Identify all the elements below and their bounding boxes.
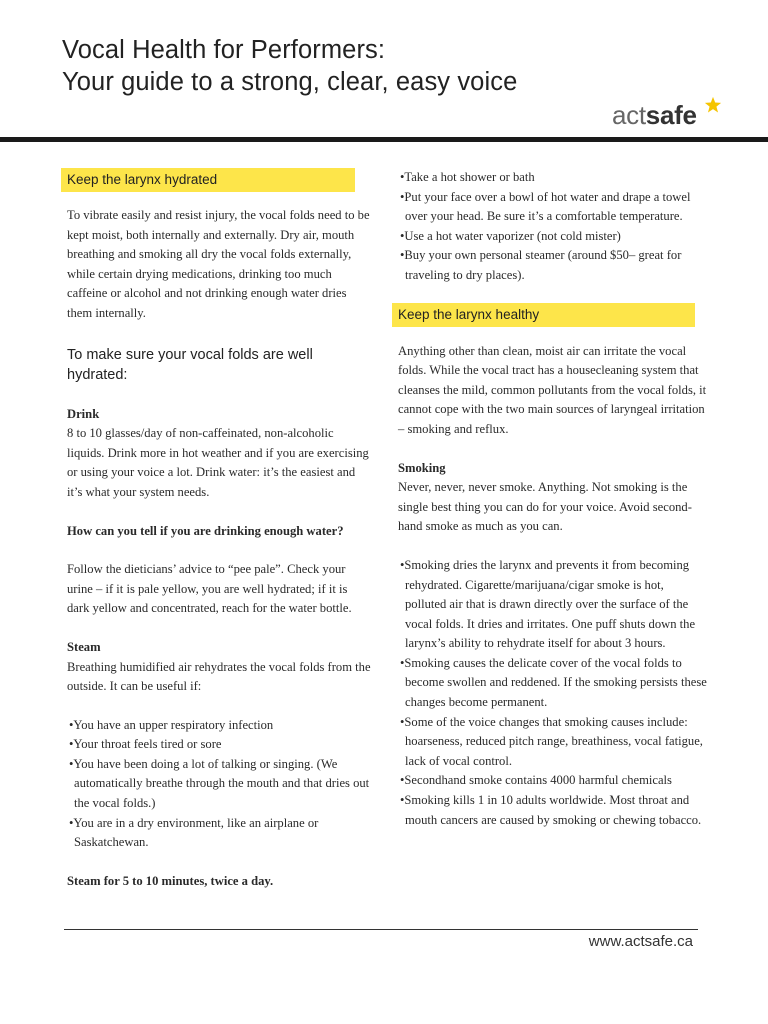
logo-act: act [612,100,646,130]
right-column [398,168,708,830]
footer-url[interactable]: www.actsafe.ca [588,933,693,950]
steam-bullet-list [67,716,372,853]
list-item: •Some of the voice changes that smoking causes include: hoarseness, reduced pitch range, breathiness, vocal fatigue, lack of vocal control. [400,714,703,768]
list-item: •Buy your own personal steamer (around $50– great for traveling to dry places). [400,248,682,282]
list-item: •Take a hot shower or bath [400,170,535,184]
list-item: •Secondhand smoke contains 4000 harmful chemicals [400,773,672,788]
healthy-paragraph: Anything other than clean, moist air can irritate the vocal folds. While the vocal tract has a housecleaning system that cleanses the mild, common pollutants from the vocal folds, it cannot cope with the two main sources of laryngeal irritation – smoking and reflux. [398,343,707,436]
logo-safe: safe [645,100,697,130]
section-heading-hydrated: Keep the larynx hydrated [61,168,355,192]
drink-paragraph: 8 to 10 glasses/day of non-caffeinated, non-alcoholic liquids. Drink more in hot weather and if you are exercising or using your voice a lot. Drink water: it’s the easiest and it’s what your system needs. [67,426,369,499]
steam-heading: Steam [67,639,101,654]
title-line-1: Vocal Health for Performers: [62,36,386,64]
actsafe-logo [612,100,697,130]
left-column [67,168,372,891]
section-heading-healthy: Keep the larynx healthy [392,303,695,327]
list-item: •Smoking kills 1 in 10 adults worldwide. Most throat and mouth cancers are caused by smoking or chewing tobacco. [400,793,702,827]
list-item: •Put your face over a bowl of hot water and drape a towel over your head. Be sure it’s a comfortable temperature. [400,189,691,224]
list-item: •Smoking dries the larynx and prevents it from becoming rehydrated. Cigarette/marijuana/cigar smoke is hot, polluted air that is drawn directly over the surface of the vocal folds. It dries and irritates. One puff shuts down the larynx’s ability to rehydrate itself for about 3 hours. [400,557,696,651]
star-icon [704,96,722,114]
subheading-hydrated: To make sure your vocal folds are well hydrated: [67,346,313,383]
intro-paragraph: To vibrate easily and resist injury, the vocal folds need to be kept moist, both internally and externally. Dry air, mouth breathing and smoking all dry the vocal folds externally, while certain drying medications, drinking too much caffeine or alcohol and not drinking enough water dries them internally. [67,208,370,320]
title-line-2: Your guide to a strong, clear, easy voice [62,68,518,96]
smoking-paragraph: Never, never, never smoke. Anything. Not smoking is the single best thing you can do for your voice. Avoid second-hand smoke as much as you can. [398,480,692,534]
header-divider [0,137,768,142]
list-item: •Your throat feels tired or sore [69,737,222,752]
list-item: •Smoking causes the delicate cover of the vocal folds to become swollen and reddened. If the smoking persists these changes become permanent. [400,655,707,710]
pee-pale-paragraph: Follow the dieticians’ advice to “pee pale”. Check your urine – if it is pale yellow, you are well hydrated; if it is dark yellow and concentrated, reach for the water bottle. [67,562,352,616]
water-question: How can you tell if you are drinking enough water? [67,523,344,538]
list-item: •You have been doing a lot of talking or singing. (We automatically breathe through the mouth and that dries out the vocal folds.) [69,756,370,811]
drink-heading: Drink [67,406,100,421]
steam-note: Steam for 5 to 10 minutes, twice a day. [67,873,274,888]
list-item: •Use a hot water vaporizer (not cold mister) [400,228,621,243]
list-item: •You have an upper respiratory infection [69,717,274,732]
list-item: •You are in a dry environment, like an airplane or Saskatchewan. [69,815,319,850]
smoking-heading: Smoking [398,460,446,475]
steam-methods-list [398,168,708,286]
footer-divider [64,929,698,930]
steam-paragraph: Breathing humidified air rehydrates the vocal folds from the outside. It can be useful if: [67,659,371,694]
page-title [62,34,517,98]
smoking-bullet-list [398,556,708,830]
